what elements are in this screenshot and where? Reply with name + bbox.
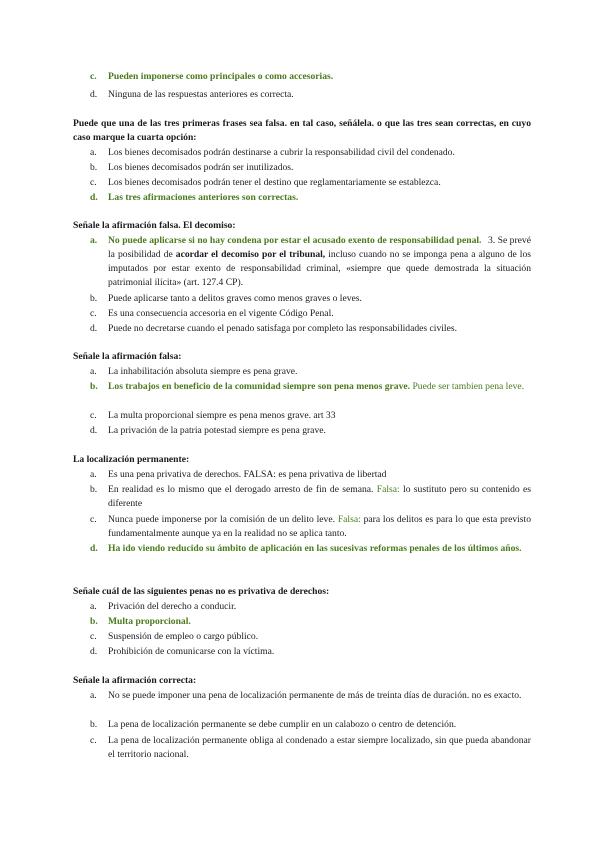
option-letter: a. (90, 469, 97, 480)
option-letter: a. (90, 235, 98, 246)
option-text: La pena de localización permanente se debe cumplir en un calabozo o centro de detención. (108, 719, 457, 730)
option-letter: d. (90, 89, 98, 100)
option-c (90, 409, 531, 423)
option-c (90, 307, 531, 321)
option-text (108, 234, 531, 290)
option-text: Los bienes decomisados podrán destinarse a cubrir la responsabilidad civil del condenado. (108, 147, 455, 158)
answer-text: No puede aplicarse si no hay condena por estar el acusado exento de responsabilidad penal. (108, 235, 482, 246)
option-text: Puede aplicarse tanto a delitos graves como menos graves o leves. (108, 293, 362, 304)
option-letter: b. (90, 162, 98, 173)
option-letter: d. (90, 543, 98, 554)
option-d (90, 88, 531, 102)
option-letter: c. (90, 308, 97, 319)
option-letter: b. (90, 381, 98, 392)
option-text: Privación del derecho a conducir. (108, 601, 237, 612)
falsa-label: Falsa: (337, 514, 361, 525)
explanation-note: lo sustituto pero su contenido es diferente (108, 484, 532, 509)
option-statement: En realidad es lo mismo que el derogado arresto de fin de semana. (108, 484, 374, 495)
option-b (90, 292, 531, 306)
option-text: Las tres afirmaciones anteriores son correctas. (108, 192, 299, 203)
option-letter: b. (90, 484, 98, 495)
option-text: La pena de localización permanente obliga al condenado a estar siempre localizado, sin que pueda abandonar el territorio nacional. (108, 735, 531, 760)
option-a (90, 468, 531, 482)
option-a (90, 365, 531, 379)
option-letter: c. (90, 177, 97, 188)
question-title: Señale la afirmación correcta: (73, 675, 197, 686)
explanation-emphasis: acordar el decomiso por el tribunal, (175, 249, 326, 260)
explanation-note: 3. Se prevé la posibilidad de (108, 235, 531, 260)
option-a (90, 146, 531, 160)
option-a-correct (90, 234, 531, 290)
option-text: Suspensión de empleo o cargo público. (108, 631, 259, 642)
option-text (108, 513, 531, 541)
option-letter: c. (90, 71, 97, 82)
option-text: Es una consecuencia accesoria en el vigente Código Penal. (108, 308, 334, 319)
option-b-correct (90, 380, 531, 394)
option-letter: d. (90, 646, 98, 657)
question-title: Señale la afirmación falsa. El decomiso: (73, 220, 236, 231)
option-d (90, 424, 531, 438)
option-letter: a. (90, 690, 97, 701)
option-letter: a. (90, 601, 97, 612)
option-letter: c. (90, 410, 97, 421)
option-letter: d. (90, 425, 98, 436)
option-d (90, 645, 531, 659)
option-text: Ninguna de las respuestas anteriores es correcta. (108, 89, 294, 100)
option-letter: c. (90, 514, 97, 525)
option-d-correct (90, 542, 531, 556)
option-c (90, 734, 531, 762)
option-text: La inhabilitación absoluta siempre es pena grave. (108, 366, 298, 377)
option-text: La privación de la patria potestad siempre es pena grave. (108, 425, 326, 436)
option-letter: b. (90, 293, 98, 304)
option-text: Multa proporcional. (108, 616, 191, 627)
option-letter: d. (90, 323, 98, 334)
option-letter: c. (90, 631, 97, 642)
falsa-label: Falsa: (376, 484, 400, 495)
option-b (90, 718, 531, 732)
explanation-note: incluso cuando no se imponga pena a alguno de los imputados por estar exento de responsabilidad criminal, «siempre que quede demostrada la situación patrimonial ilícita» (art. 127.4 CP). (108, 249, 531, 288)
question-title: Señale cuál de las siguientes penas no es privativa de derechos: (73, 586, 330, 597)
option-letter: b. (90, 719, 98, 730)
option-c (90, 630, 531, 644)
option-letter: d. (90, 192, 98, 203)
option-text: Prohibición de comunicarse con la víctima. (108, 646, 275, 657)
option-statement: Nunca puede imponerse por la comisión de un delito leve. (108, 514, 335, 525)
option-text: Los bienes decomisados podrán ser inutilizados. (108, 162, 294, 173)
question-title: La localización permanente: (73, 454, 190, 465)
option-text: Puede no decretarse cuando el penado satisfaga por completo las responsabilidades civiles. (108, 323, 457, 334)
question-title: Puede que una de las tres primeras frases sea falsa. en tal caso, señálela. o que las tres sean correctas, en cuyo caso marque la cuarta opción: (73, 118, 531, 143)
option-c (90, 513, 531, 541)
explanation-note: para los delitos es para lo que esta previsto fundamentalmente aunque ya en la realidad no se aplica tanto. (108, 514, 532, 539)
option-a (90, 600, 531, 614)
option-d-correct (90, 191, 531, 205)
option-b (90, 483, 531, 511)
option-a (90, 689, 531, 703)
option-b (90, 161, 531, 175)
option-text: Es una pena privativa de derechos. FALSA: es pena privativa de libertad (108, 469, 387, 480)
option-letter: b. (90, 616, 98, 627)
option-text (108, 483, 531, 511)
option-b-correct (90, 615, 531, 629)
question-title: Señale la afirmación falsa: (73, 351, 182, 362)
option-d (90, 322, 531, 336)
explanation-note: Puede ser tambien pena leve. (412, 381, 525, 392)
option-letter: a. (90, 147, 97, 158)
option-text: No se puede imponer una pena de localización permanente de más de treinta días de duración. no es exacto. (108, 690, 522, 701)
option-text: Los bienes decomisados podrán tener el destino que reglamentariamente se establezca. (108, 177, 441, 188)
option-text: Pueden imponerse como principales o como accesorias. (108, 71, 334, 82)
option-c-correct (90, 70, 531, 84)
option-c (90, 176, 531, 190)
option-letter: a. (90, 366, 97, 377)
option-letter: c. (90, 735, 97, 746)
option-text: Ha ido viendo reducido su ámbito de aplicación en las sucesivas reformas penales de los últimos años. (108, 543, 522, 554)
option-text: La multa proporcional siempre es pena menos grave. art 33 (108, 410, 336, 421)
answer-text: Los trabajos en beneficio de la comunidad siempre son pena menos grave. (108, 381, 411, 392)
option-text (108, 380, 531, 394)
